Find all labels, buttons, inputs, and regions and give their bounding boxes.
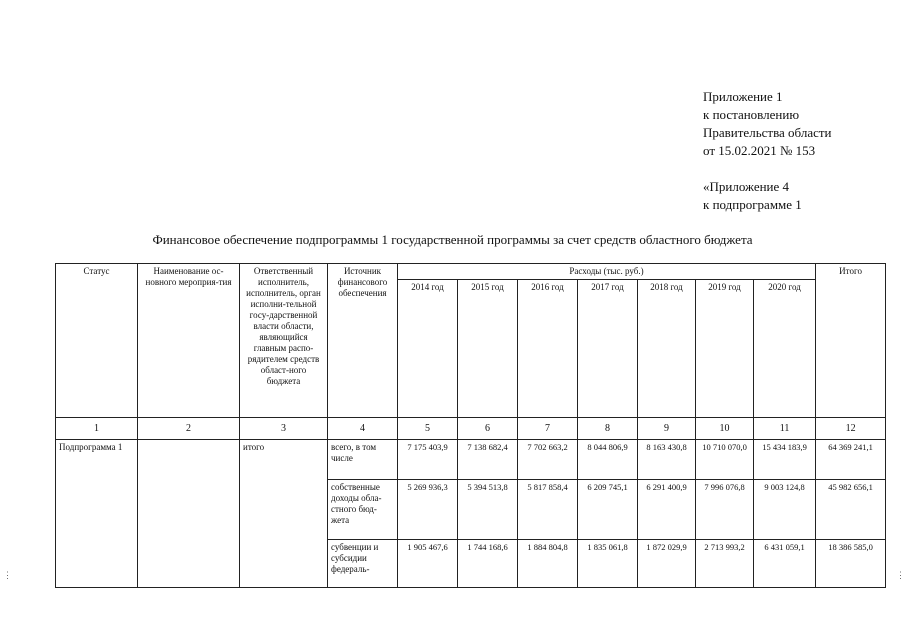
value-cell: 5 269 936,3 <box>398 480 458 540</box>
executor-cell: итого <box>240 440 328 588</box>
value-cell: 8 163 430,8 <box>638 440 696 480</box>
value-cell: 1 884 804,8 <box>518 540 578 588</box>
value-cell: 1 872 029,9 <box>638 540 696 588</box>
value-cell: 6 431 059,1 <box>754 540 816 588</box>
column-number: 9 <box>638 418 696 440</box>
header-year: 2017 год <box>578 280 638 418</box>
header-source: Источник финансового обеспечения <box>328 264 398 418</box>
source-cell: собственные доходы обла-стного бюд-жета <box>328 480 398 540</box>
header-year: 2014 год <box>398 280 458 418</box>
value-cell: 7 175 403,9 <box>398 440 458 480</box>
column-number: 6 <box>458 418 518 440</box>
header-year: 2019 год <box>696 280 754 418</box>
value-cell: 7 996 076,8 <box>696 480 754 540</box>
value-cell: 9 003 124,8 <box>754 480 816 540</box>
appendix-line: к постановлению <box>703 107 800 122</box>
header-year: 2018 год <box>638 280 696 418</box>
status-cell: Подпрограмма 1 <box>56 440 138 588</box>
appendix-gap <box>703 160 832 178</box>
value-cell: 2 713 993,2 <box>696 540 754 588</box>
total-cell: 18 386 585,0 <box>816 540 886 588</box>
value-cell: 1 744 168,6 <box>458 540 518 588</box>
column-number: 7 <box>518 418 578 440</box>
column-number: 3 <box>240 418 328 440</box>
financing-table <box>55 263 886 588</box>
total-cell: 64 369 241,1 <box>816 440 886 480</box>
appendix-block <box>703 88 832 214</box>
source-cell: субвенции и субсидии федераль- <box>328 540 398 588</box>
value-cell: 1 835 061,8 <box>578 540 638 588</box>
header-total: Итого <box>816 264 886 418</box>
table-row <box>56 440 886 480</box>
total-cell: 45 982 656,1 <box>816 480 886 540</box>
source-cell: всего, в том числе <box>328 440 398 480</box>
value-cell: 7 138 682,4 <box>458 440 518 480</box>
value-cell: 15 434 183,9 <box>754 440 816 480</box>
appendix-line: к подпрограмме 1 <box>703 197 802 212</box>
scan-mark-left: ⋮ <box>3 570 12 580</box>
value-cell: 1 905 467,6 <box>398 540 458 588</box>
header-year: 2020 год <box>754 280 816 418</box>
column-number: 10 <box>696 418 754 440</box>
value-cell: 6 291 400,9 <box>638 480 696 540</box>
column-number: 5 <box>398 418 458 440</box>
header-name: Наименование ос-новного мероприя-тия <box>138 264 240 418</box>
header-executor: Ответственный исполнитель, исполнитель, орган исполни-тельной госу-дарственной власти области, являющийся главным распо-рядителем средств област-ного бюджета <box>240 264 328 418</box>
name-cell <box>138 440 240 588</box>
column-number: 8 <box>578 418 638 440</box>
value-cell: 10 710 070,0 <box>696 440 754 480</box>
column-number: 4 <box>328 418 398 440</box>
header-status: Статус <box>56 264 138 418</box>
value-cell: 5 817 858,4 <box>518 480 578 540</box>
appendix-line: «Приложение 4 <box>703 179 790 194</box>
document-title: Финансовое обеспечение подпрограммы 1 государственной программы за счет средств областного бюджета <box>152 232 753 247</box>
column-number-row <box>56 418 886 440</box>
scan-mark-right: ⋮ <box>896 570 905 580</box>
value-cell: 7 702 663,2 <box>518 440 578 480</box>
value-cell: 8 044 806,9 <box>578 440 638 480</box>
column-number: 1 <box>56 418 138 440</box>
header-year: 2015 год <box>458 280 518 418</box>
header-expenses: Расходы (тыс. руб.) <box>398 264 816 280</box>
value-cell: 6 209 745,1 <box>578 480 638 540</box>
header-row <box>56 264 886 280</box>
column-number: 2 <box>138 418 240 440</box>
appendix-line: Правительства области <box>703 125 832 140</box>
column-number: 12 <box>816 418 886 440</box>
header-year: 2016 год <box>518 280 578 418</box>
value-cell: 5 394 513,8 <box>458 480 518 540</box>
column-number: 11 <box>754 418 816 440</box>
appendix-line: Приложение 1 <box>703 89 783 104</box>
appendix-line: от 15.02.2021 № 153 <box>703 143 816 158</box>
